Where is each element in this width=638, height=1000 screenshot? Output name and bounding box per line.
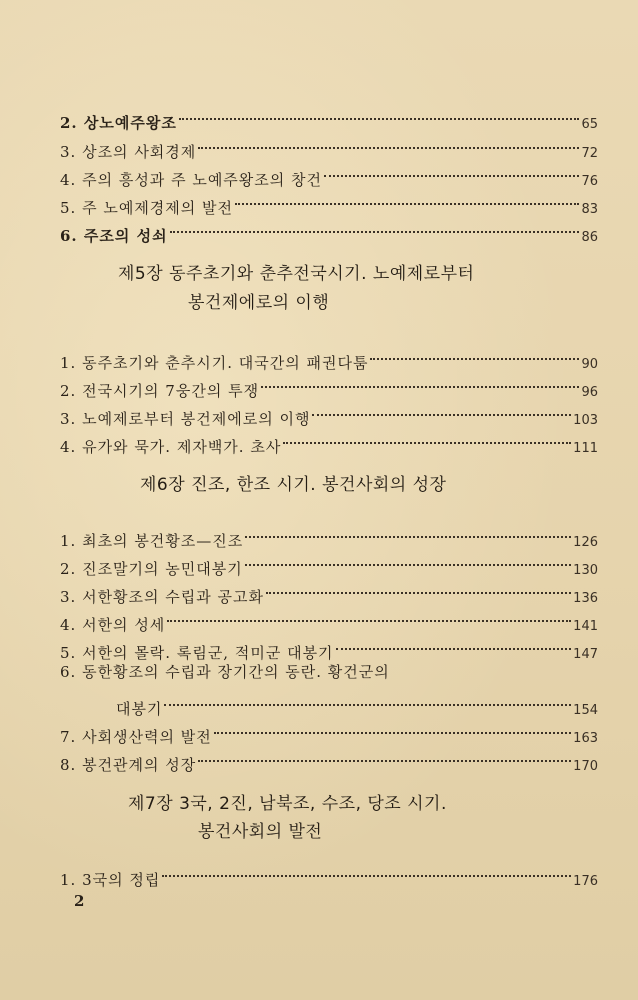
toc-entry[interactable] — [60, 340, 598, 372]
toc-entry[interactable] — [60, 630, 598, 662]
toc-entry[interactable] — [60, 185, 598, 217]
leader-dots — [336, 630, 572, 658]
toc-entry-label: 3. 서한황조의 수립과 공고화 — [60, 588, 265, 606]
toc-entry-label: 2. 진조말기의 농민대봉기 — [60, 560, 243, 578]
toc-entry[interactable] — [60, 157, 598, 189]
chapter-heading-continued: 봉건사회의 발전 — [198, 822, 323, 842]
toc-entry-label: 7. 사회생산력의 발전 — [60, 728, 212, 746]
chapter-heading: 제5장 동주초기와 춘추전국시기. 노예제로부터 — [118, 264, 475, 284]
toc-entry-page: 103 — [573, 413, 598, 428]
toc-entry-label: 2. 전국시기의 7웅간의 투쟁 — [60, 382, 260, 400]
toc-entry-page: 170 — [573, 759, 598, 774]
leader-dots — [214, 714, 571, 742]
toc-entry-label: 5. 서한의 몰락. 록림군, 적미군 대봉기 — [60, 644, 334, 662]
leader-dots — [370, 340, 579, 368]
toc-entry-page: 130 — [573, 563, 598, 578]
chapter-heading: 제7장 3국, 2진, 남북조, 수조, 당조 시기. — [128, 794, 447, 814]
toc-entry-label-line1[interactable]: 6. 동한황조의 수립과 장기간의 동란. 황건군의 — [60, 663, 390, 681]
toc-entry-label: 8. 봉건관계의 성장 — [60, 756, 197, 774]
toc-entry-label: 4. 유가와 묵가. 제자백가. 초사 — [60, 438, 282, 456]
leader-dots — [179, 100, 580, 128]
toc-entry[interactable] — [60, 518, 598, 550]
toc-entry-page: 154 — [573, 703, 598, 718]
toc-entry-label: 1. 동주초기와 춘추시기. 대국간의 패권다툼 — [60, 354, 369, 372]
toc-entry-label: 1. 최초의 봉건황조—진조 — [60, 532, 244, 550]
toc-entry[interactable] — [60, 396, 598, 428]
toc-entry-page: 76 — [581, 174, 598, 189]
toc-entry[interactable] — [60, 742, 598, 774]
toc-entry-label: 1. 3국의 정립 — [60, 871, 161, 889]
toc-entry-page: 163 — [573, 731, 598, 746]
toc-entry[interactable] — [60, 857, 598, 889]
toc-entry[interactable] — [60, 602, 598, 634]
toc-entry-page: 136 — [573, 591, 598, 606]
toc-entry-page: 111 — [573, 441, 598, 456]
toc-entry[interactable] — [60, 213, 598, 245]
leader-dots — [245, 546, 571, 574]
toc-entry[interactable] — [60, 424, 598, 456]
chapter-heading-continued: 봉건제에로의 이행 — [188, 293, 330, 313]
toc-entry[interactable] — [60, 368, 598, 400]
toc-entry-label: 4. 서한의 성세 — [60, 616, 166, 634]
toc-entry[interactable] — [60, 714, 598, 746]
leader-dots — [170, 213, 580, 241]
toc-entry-label: 6. 주조의 성쇠 — [60, 227, 168, 245]
toc-entry-page: 96 — [581, 385, 598, 400]
toc-entry-label: 3. 노예제로부터 봉건제에로의 이행 — [60, 410, 311, 428]
leader-dots — [266, 574, 571, 602]
toc-entry[interactable] — [60, 546, 598, 578]
leader-dots — [167, 602, 571, 630]
toc-entry[interactable] — [116, 686, 598, 718]
toc-entry-page: 72 — [581, 146, 598, 161]
toc-entry-label: 대봉기 — [116, 700, 163, 718]
toc-entry-page: 147 — [573, 647, 598, 662]
leader-dots — [162, 857, 571, 885]
chapter-heading: 제6장 진조, 한조 시기. 봉건사회의 성장 — [140, 475, 447, 495]
toc-entry[interactable] — [60, 574, 598, 606]
toc-entry-page: 86 — [581, 230, 598, 245]
leader-dots — [198, 742, 571, 770]
leader-dots — [324, 157, 579, 185]
toc-entry-label: 3. 상조의 사회경제 — [60, 143, 197, 161]
toc-entry-label: 4. 주의 흥성과 주 노예주왕조의 창건 — [60, 171, 323, 189]
leader-dots — [283, 424, 571, 452]
toc-entry[interactable] — [60, 100, 598, 132]
leader-dots — [235, 185, 579, 213]
toc-entry-page: 83 — [581, 202, 598, 217]
toc-entry-label: 2. 상노예주왕조 — [60, 114, 177, 132]
page-number: 2 — [74, 892, 85, 910]
toc-entry[interactable] — [60, 129, 598, 161]
toc-entry-page: 126 — [573, 535, 598, 550]
toc-entry-page: 90 — [581, 357, 598, 372]
toc-entry-page: 176 — [573, 874, 598, 889]
leader-dots — [261, 368, 579, 396]
leader-dots — [164, 686, 571, 714]
leader-dots — [198, 129, 579, 157]
toc-entry-page: 141 — [573, 619, 598, 634]
leader-dots — [245, 518, 571, 546]
leader-dots — [312, 396, 571, 424]
toc-entry-label: 5. 주 노예제경제의 발전 — [60, 199, 234, 217]
toc-entry-page: 65 — [581, 117, 598, 132]
